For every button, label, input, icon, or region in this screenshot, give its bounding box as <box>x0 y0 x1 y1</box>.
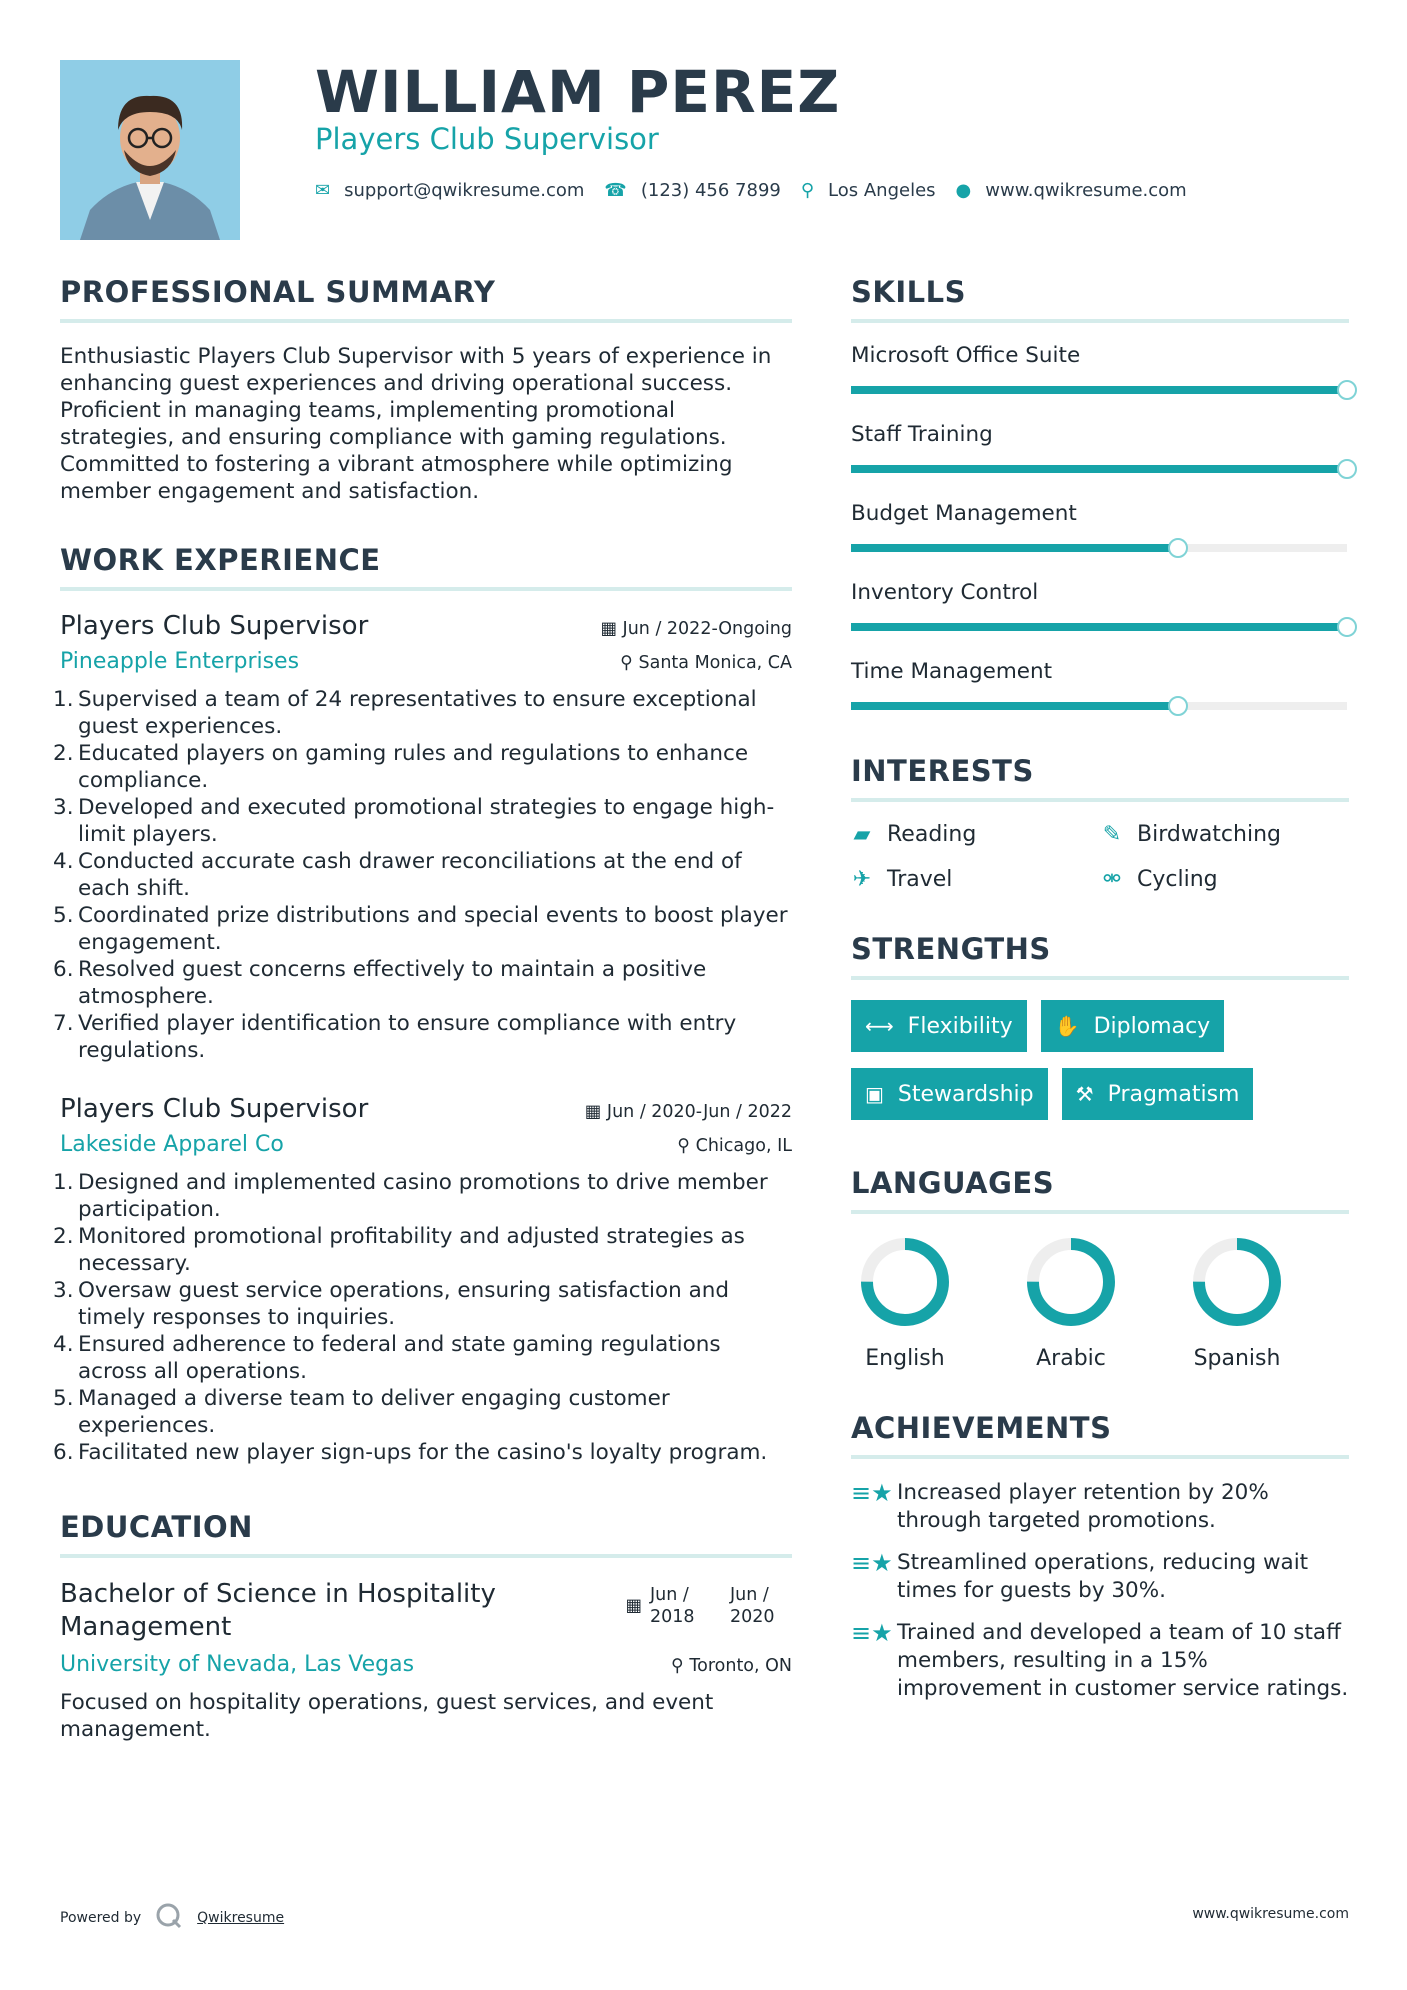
job-title: Players Club Supervisor <box>60 1094 369 1124</box>
skill-fill <box>851 544 1178 552</box>
language-item <box>1017 1234 1183 1371</box>
interest-label: Reading <box>887 822 977 847</box>
map-pin-icon: ⚲ <box>800 180 815 201</box>
language-name: English <box>865 1346 945 1371</box>
strength-tag <box>1041 1000 1225 1052</box>
interest-label: Birdwatching <box>1137 822 1281 847</box>
summary-heading: PROFESSIONAL SUMMARY <box>60 275 792 323</box>
interest-item <box>1101 822 1351 847</box>
list-item: Designed and implemented casino promotions to drive member participation. <box>78 1170 768 1222</box>
phone-icon: ☎ <box>604 180 627 201</box>
envelope-icon: ✉ <box>315 180 331 201</box>
profile-photo <box>60 60 240 240</box>
skill-bar <box>851 544 1347 552</box>
skill-knob <box>1168 696 1188 716</box>
briefcase-icon: ▣ <box>865 1082 884 1106</box>
contact-email[interactable] <box>315 180 584 201</box>
interests-heading: INTERESTS <box>851 754 1349 802</box>
education-heading: EDUCATION <box>60 1510 792 1558</box>
brand-link[interactable]: Qwikresume <box>197 1910 285 1926</box>
book-icon: ▰ <box>853 822 871 847</box>
school-name: University of Nevada, Las Vegas <box>60 1652 415 1677</box>
skill-fill <box>851 702 1178 710</box>
education-description: Focused on hospitality operations, guest services, and event management. <box>60 1690 714 1742</box>
skill-fill <box>851 386 1347 394</box>
list-item: Conducted accurate cash drawer reconciliations at the end of each shift. <box>78 849 742 901</box>
footer-powered-by <box>60 1902 284 1934</box>
strengths-heading: STRENGTHS <box>851 932 1349 980</box>
pin-icon: ⚲ <box>620 653 639 673</box>
calendar-icon: ▦ <box>584 1102 607 1122</box>
skill-knob <box>1337 617 1357 637</box>
powered-by-label: Powered by <box>60 1910 142 1926</box>
start-year: 2018 <box>650 1607 695 1627</box>
star-icon: ≡★ <box>851 1619 893 1647</box>
achievement-item <box>851 1619 1349 1703</box>
pin-icon: ⚲ <box>677 1136 696 1156</box>
skill-item <box>851 422 1349 473</box>
pin-icon: ⚲ <box>671 1656 690 1676</box>
phone-text: (123) 456 7899 <box>640 180 781 201</box>
right-column <box>851 275 1349 1717</box>
skills-heading: SKILLS <box>851 275 1349 323</box>
qwikresume-logo-icon <box>155 1902 183 1934</box>
languages-heading: LANGUAGES <box>851 1166 1349 1214</box>
list-item: Resolved guest concerns effectively to maintain a positive atmosphere. <box>78 957 707 1009</box>
job-location: ⚲ Chicago, IL <box>677 1136 792 1156</box>
strength-label: Pragmatism <box>1107 1081 1240 1107</box>
gavel-icon: ⚒ <box>1075 1082 1094 1106</box>
arrows-horizontal-icon: ⟷ <box>865 1014 894 1038</box>
language-name: Spanish <box>1193 1346 1281 1371</box>
interest-label: Cycling <box>1137 867 1218 892</box>
skill-name: Inventory Control <box>851 580 1039 605</box>
language-name: Arabic <box>1036 1346 1106 1371</box>
bicycle-icon: ⚮ <box>1102 867 1122 892</box>
star-icon: ≡★ <box>851 1549 893 1577</box>
job-bullets <box>60 1169 792 1466</box>
job-location: ⚲ Santa Monica, CA <box>620 653 792 673</box>
skill-name: Time Management <box>851 659 1053 684</box>
interest-item <box>1101 867 1351 892</box>
list-item: Oversaw guest service operations, ensuring satisfaction and timely responses to inquiries. <box>78 1278 730 1330</box>
job-title: Players Club Supervisor <box>60 611 369 641</box>
skill-knob <box>1168 538 1188 558</box>
language-ring <box>1023 1234 1119 1330</box>
company-name: Pineapple Enterprises <box>60 649 300 674</box>
contact-phone[interactable] <box>604 180 780 201</box>
achievement-text: Streamlined operations, reducing wait times for guests by 30%. <box>897 1550 1309 1603</box>
list-item: Educated players on gaming rules and regulations to enhance compliance. <box>78 741 749 793</box>
skill-name: Staff Training <box>851 422 993 447</box>
skill-fill <box>851 465 1347 473</box>
plane-icon: ✈ <box>852 867 872 892</box>
achievements-list <box>851 1479 1349 1703</box>
list-item: Managed a diverse team to deliver engaging customer experiences. <box>78 1386 670 1438</box>
candidate-title: Players Club Supervisor <box>315 122 659 156</box>
interest-item <box>851 822 1101 847</box>
job-entry <box>60 1094 792 1466</box>
education-dates <box>625 1584 792 1628</box>
footer-url[interactable]: www.qwikresume.com <box>1192 1906 1349 1922</box>
candidate-name: WILLIAM PEREZ <box>315 58 841 126</box>
edit-icon: ✎ <box>1102 822 1122 847</box>
summary-text: Enthusiastic Players Club Supervisor with 5 years of experience in enhancing guest experiences and driving operational success. Proficient in managing teams, implementing promotional strategies, and ensuring compliance with gaming regulations. Committed to fostering a vibrant atmosphere while optimizing member engagement and satisfaction. <box>60 344 772 504</box>
achievement-item <box>851 1479 1349 1535</box>
language-ring <box>1189 1234 1285 1330</box>
interest-label: Travel <box>887 867 953 892</box>
list-item: Verified player identification to ensure compliance with entry regulations. <box>78 1011 737 1063</box>
list-item: Ensured adherence to federal and state gaming regulations across all operations. <box>78 1332 721 1384</box>
achievement-item <box>851 1549 1349 1605</box>
skill-name: Budget Management <box>851 501 1077 526</box>
strengths-list <box>851 1000 1349 1136</box>
school-location: ⚲ Toronto, ON <box>671 1656 792 1676</box>
strength-label: Stewardship <box>897 1081 1034 1107</box>
job-date: ▦ Jun / 2020-Jun / 2022 <box>584 1102 792 1122</box>
skill-fill <box>851 623 1347 631</box>
skill-knob <box>1337 459 1357 479</box>
language-item <box>1183 1234 1349 1371</box>
job-bullets <box>60 686 792 1064</box>
skill-bar <box>851 623 1347 631</box>
contact-location <box>801 180 936 201</box>
star-icon: ≡★ <box>851 1479 893 1507</box>
language-ring <box>857 1234 953 1330</box>
calendar-icon: ▦ <box>625 1596 642 1616</box>
job-entry <box>60 611 792 1064</box>
skill-bar <box>851 386 1347 394</box>
calendar-icon: ▦ <box>600 619 623 639</box>
degree-title: Bachelor of Science in Hospitality Management <box>60 1579 496 1642</box>
job-date: ▦ Jun / 2022-Ongoing <box>600 619 792 639</box>
strength-tag <box>1062 1068 1254 1120</box>
strength-label: Diplomacy <box>1093 1013 1211 1039</box>
achievement-text: Increased player retention by 20% through targeted promotions. <box>897 1480 1269 1533</box>
skill-item <box>851 343 1349 394</box>
skill-item <box>851 501 1349 552</box>
list-item: Monitored promotional profitability and adjusted strategies as necessary. <box>78 1224 745 1276</box>
list-item: Supervised a team of 24 representatives to ensure exceptional guest experiences. <box>78 687 757 739</box>
skill-item <box>851 580 1349 631</box>
achievements-heading: ACHIEVEMENTS <box>851 1411 1349 1459</box>
company-name: Lakeside Apparel Co <box>60 1132 284 1157</box>
strength-tag <box>851 1068 1048 1120</box>
list-item: Developed and executed promotional strategies to engage high-limit players. <box>78 795 775 847</box>
website-text: www.qwikresume.com <box>985 180 1187 201</box>
skill-item <box>851 659 1349 710</box>
interests-list <box>851 822 1349 892</box>
skill-name: Microsoft Office Suite <box>851 343 1081 368</box>
start-month: Jun / <box>650 1585 689 1605</box>
strength-tag <box>851 1000 1027 1052</box>
language-item <box>851 1234 1017 1371</box>
skill-bar <box>851 702 1347 710</box>
languages-list <box>851 1234 1349 1371</box>
location-text: Los Angeles <box>828 180 936 201</box>
contact-bar <box>315 180 1207 201</box>
skill-knob <box>1337 380 1357 400</box>
experience-heading: WORK EXPERIENCE <box>60 543 792 591</box>
email-text: support@qwikresume.com <box>344 180 585 201</box>
skills-list <box>851 343 1349 710</box>
globe-icon: ● <box>955 180 972 201</box>
list-item: Coordinated prize distributions and special events to boost player engagement. <box>78 903 788 955</box>
achievement-text: Trained and developed a team of 10 staff members, resulting in a 15% improvement in customer service ratings. <box>897 1620 1349 1701</box>
end-year: 2020 <box>730 1607 775 1627</box>
left-column <box>60 275 792 1743</box>
interest-item <box>851 867 1101 892</box>
skill-bar <box>851 465 1347 473</box>
list-item: Facilitated new player sign-ups for the casino's loyalty program. <box>78 1440 768 1465</box>
end-month: Jun / <box>730 1585 769 1605</box>
strength-label: Flexibility <box>907 1013 1013 1039</box>
contact-website[interactable] <box>956 180 1187 201</box>
handshake-icon: ✋ <box>1054 1014 1080 1038</box>
